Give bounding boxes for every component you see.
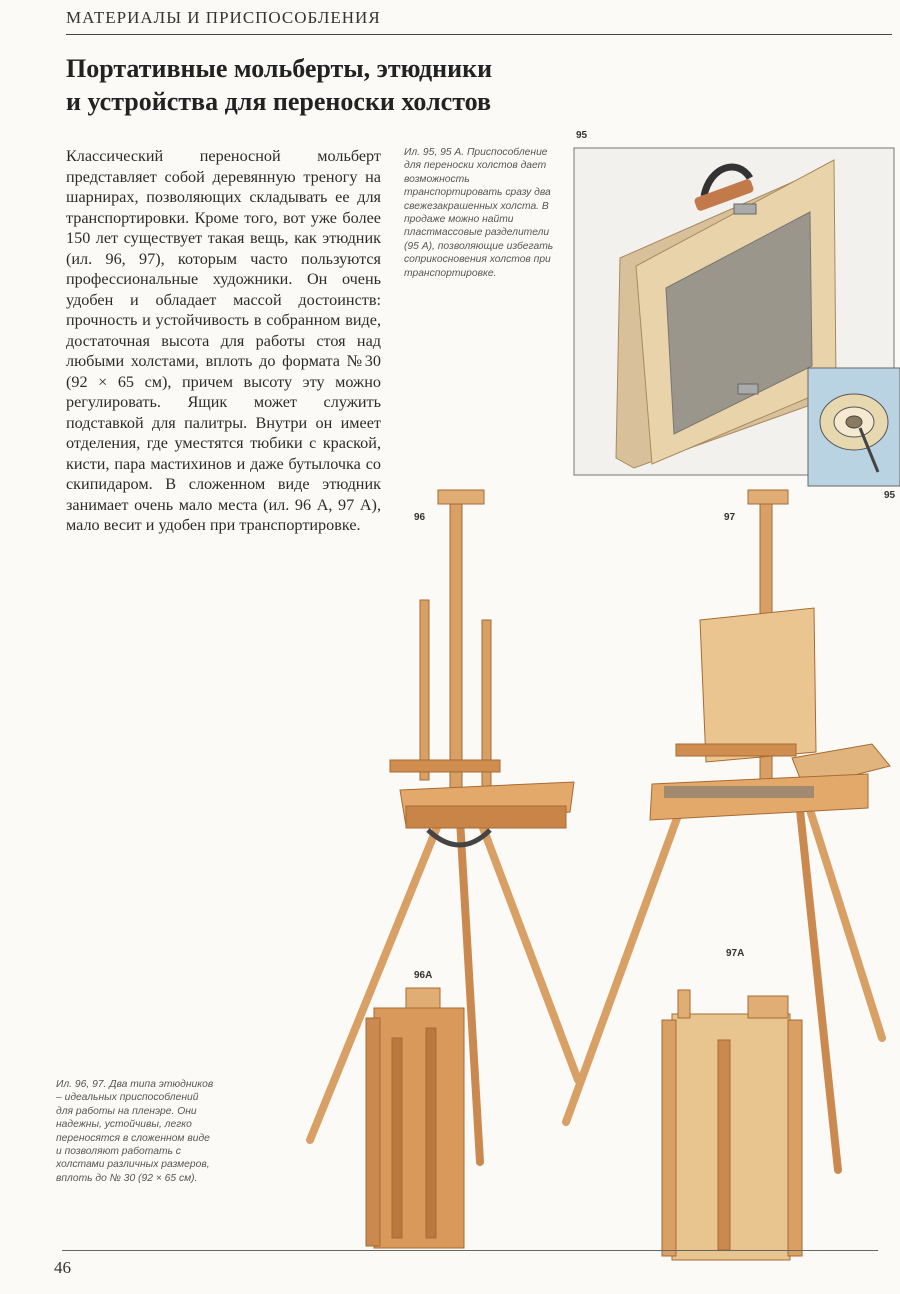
caption-fig-95: Ил. 95, 95 А. Приспособление для переноски холстов дает возможность транспортировать сразу два свежезакрашенных холста. В продаже можно найти пластмассовые разделители (95 А), позволяющие избегать соприкосновения холстов при транспортировке.	[404, 147, 554, 279]
figure-label-96: 96	[414, 512, 426, 523]
figure-label-95a: 95	[884, 490, 896, 501]
body-paragraph: Классический переносной мольберт представляет собой деревянную треногу на шарнирах, позволяющих складывать ее для транспортировки. Кроме того, вот уже более 150 лет существует такая вещь, как этюдник (ил. 96, 97), которым часто пользуются профессиональные художники. Он очень удобен и обладает массой достоинств: прочность и устойчивость в собранном виде, достаточная высота для работы стоя над любыми холстами, вплоть до формата №30 (92 × 65 см), причем высоту эту можно регулировать. Ящик может служить подставкой для палитры. Внутри он имеет отделения, где уместятся тюбики с краской, кисти, пара мастихинов и даже бутылочка со скипидаром. В сложенном виде этюдник занимает очень мало места (ил. 96 А, 97 А), мало весит и удобен при транспортировке.	[66, 147, 381, 534]
caption-fig-96-97: Ил. 96, 97. Два типа этюдников – идеальных приспособлений для работы на пленэре. Они надежны, устойчивы, легко переносятся в сложенном виде и позволяют работать с холстами различных размеров, вплоть до № 30 (92 × 65 см).	[56, 1079, 214, 1184]
folded-easel-97a-image	[662, 990, 812, 1270]
figure-label-96a: 96A	[414, 970, 433, 981]
folded-easel-96a-image	[366, 988, 476, 1260]
figure-label-97: 97	[724, 512, 736, 523]
page-title-line-1: Портативные мольберты, этюдники	[66, 54, 493, 83]
figure-label-95: 95	[576, 130, 588, 141]
plastic-separator-image	[808, 368, 900, 486]
figure-label-97a: 97A	[726, 948, 745, 959]
page-title-line-2: и устройства для переноски холстов	[66, 87, 492, 116]
header-rule	[66, 34, 892, 35]
page-title	[66, 52, 586, 118]
footer-rule	[62, 1250, 878, 1251]
page-number: 46	[54, 1258, 71, 1277]
section-label: МАТЕРИАЛЫ И ПРИСПОСОБЛЕНИЯ	[66, 8, 381, 27]
